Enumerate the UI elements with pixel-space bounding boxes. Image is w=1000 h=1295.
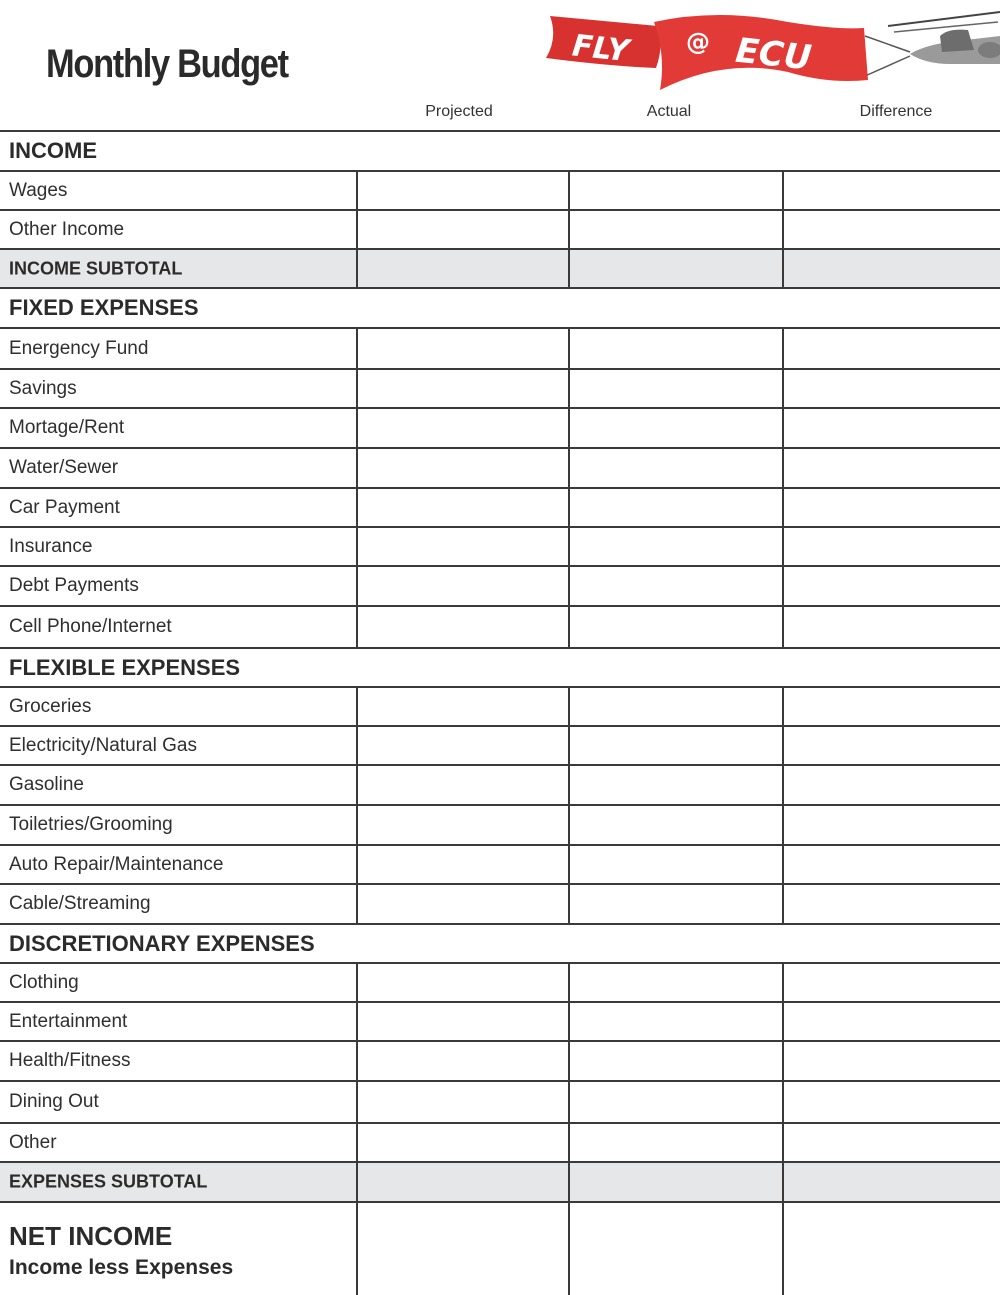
actual-cell[interactable] [568,567,784,605]
actual-cell[interactable] [568,1042,784,1080]
projected-cell[interactable] [356,449,570,487]
difference-cell[interactable] [782,1203,1000,1295]
difference-cell[interactable] [782,250,1000,287]
budget-row-water-sewer [0,447,1000,487]
row-label: Other Income [9,218,125,240]
actual-cell[interactable] [568,172,784,209]
actual-cell[interactable] [568,250,784,287]
budget-row-car-payment [0,487,1000,526]
row-label: Health/Fitness [9,1050,131,1071]
budget-row-groceries [0,686,1000,725]
row-label: Clothing [9,971,79,993]
projected-cell[interactable] [356,528,570,565]
net-income-subtitle: Income less Expenses [9,1256,234,1279]
row-label: Groceries [9,695,92,717]
projected-cell[interactable] [356,1203,570,1295]
projected-cell[interactable] [356,1124,570,1161]
row-label: Water/Sewer [9,457,119,478]
difference-cell[interactable] [782,1042,1000,1080]
actual-cell[interactable] [568,211,784,248]
difference-cell[interactable] [782,172,1000,209]
subtotal-row-income-subtotal [0,248,1000,287]
actual-cell[interactable] [568,766,784,804]
difference-cell[interactable] [782,1082,1000,1122]
budget-row-other [0,1122,1000,1161]
difference-cell[interactable] [782,1124,1000,1161]
row-label: Other [9,1131,57,1153]
budget-row-gasoline [0,764,1000,804]
section-title: DISCRETIONARY EXPENSES [9,930,315,956]
section-header-income [0,130,1000,170]
actual-cell[interactable] [568,1163,784,1201]
projected-cell[interactable] [356,607,570,647]
budget-row-energency-fund [0,327,1000,368]
row-label: Dining Out [9,1091,99,1112]
projected-cell[interactable] [356,211,570,248]
subtotal-row-expenses-subtotal [0,1161,1000,1201]
budget-row-electricity-natural-gas [0,725,1000,764]
projected-cell[interactable] [356,885,570,923]
difference-cell[interactable] [782,489,1000,526]
difference-cell[interactable] [782,846,1000,883]
actual-cell[interactable] [568,1203,784,1295]
budget-row-cell-phone-internet [0,605,1000,647]
projected-cell[interactable] [356,1003,570,1040]
actual-cell[interactable] [568,846,784,883]
net-income-row [0,1201,1000,1295]
row-label: Debt Payments [9,575,139,596]
budget-row-savings [0,368,1000,407]
difference-cell[interactable] [782,1163,1000,1201]
actual-cell[interactable] [568,409,784,447]
column-header-difference: Difference [859,103,933,120]
row-label: Mortage/Rent [9,417,125,438]
budget-row-auto-repair-maintenance [0,844,1000,883]
difference-cell[interactable] [782,1003,1000,1040]
actual-cell[interactable] [568,528,784,565]
section-header-discretionary-expenses [0,923,1000,962]
projected-cell[interactable] [356,806,570,844]
actual-cell[interactable] [568,1124,784,1161]
fly-ecu-banner-logo [538,6,1000,102]
budget-table [0,130,1000,1295]
row-label: Savings [9,377,77,399]
actual-cell[interactable] [568,885,784,923]
airplane-icon [888,12,1000,64]
row-label: Insurance [9,535,93,557]
section-header-fixed-expenses [0,287,1000,327]
row-label: Electricity/Natural Gas [9,734,197,756]
budget-row-debt-payments [0,565,1000,605]
difference-cell[interactable] [782,370,1000,407]
difference-cell[interactable] [782,964,1000,1001]
projected-cell[interactable] [356,329,570,368]
projected-cell[interactable] [356,846,570,883]
projected-cell[interactable] [356,766,570,804]
row-label: Cable/Streaming [9,893,151,914]
projected-cell[interactable] [356,250,570,287]
row-label: Entertainment [9,1010,128,1032]
budget-row-other-income [0,209,1000,248]
page-title: Monthly Budget [46,42,288,86]
row-label: Wages [9,179,68,201]
actual-cell[interactable] [568,489,784,526]
difference-cell[interactable] [782,806,1000,844]
difference-cell[interactable] [782,766,1000,804]
budget-row-health-fitness [0,1040,1000,1080]
projected-cell[interactable] [356,489,570,526]
actual-cell[interactable] [568,688,784,725]
difference-cell[interactable] [782,688,1000,725]
row-label: Cell Phone/Internet [9,616,172,637]
budget-row-dining-out [0,1080,1000,1122]
difference-cell[interactable] [782,727,1000,764]
projected-cell[interactable] [356,409,570,447]
projected-cell[interactable] [356,727,570,764]
net-income-label [9,1221,233,1280]
actual-cell[interactable] [568,1003,784,1040]
budget-row-wages [0,170,1000,209]
difference-cell[interactable] [782,211,1000,248]
difference-cell[interactable] [782,567,1000,605]
actual-cell[interactable] [568,806,784,844]
column-header-projected: Projected [425,103,493,120]
budget-row-cable-streaming [0,883,1000,923]
actual-cell[interactable] [568,727,784,764]
net-income-title: NET INCOME [9,1221,173,1251]
column-header-actual: Actual [646,103,692,120]
actual-cell[interactable] [568,964,784,1001]
row-label: Auto Repair/Maintenance [9,853,224,875]
projected-cell[interactable] [356,1042,570,1080]
section-title: FLEXIBLE EXPENSES [9,654,241,680]
section-title: FIXED EXPENSES [9,295,199,320]
budget-row-mortage-rent [0,407,1000,447]
difference-cell[interactable] [782,449,1000,487]
row-label: EXPENSES SUBTOTAL [9,1171,208,1192]
actual-cell[interactable] [568,1082,784,1122]
budget-row-entertainment [0,1001,1000,1040]
budget-row-toiletries-grooming [0,804,1000,844]
difference-cell[interactable] [782,528,1000,565]
row-label: Toiletries/Grooming [9,814,173,835]
row-label: Car Payment [9,496,120,518]
actual-cell[interactable] [568,329,784,368]
svg-text:FLY: FLY [570,28,631,70]
actual-cell[interactable] [568,449,784,487]
projected-cell[interactable] [356,1082,570,1122]
difference-cell[interactable] [782,409,1000,447]
actual-cell[interactable] [568,607,784,647]
section-title: INCOME [9,138,97,163]
difference-cell[interactable] [782,607,1000,647]
budget-row-clothing [0,962,1000,1001]
svg-text:ECU: ECU [733,30,814,79]
projected-cell[interactable] [356,688,570,725]
budget-row-insurance [0,526,1000,565]
projected-cell[interactable] [356,370,570,407]
projected-cell[interactable] [356,1163,570,1201]
svg-text:@: @ [686,28,710,56]
row-label: INCOME SUBTOTAL [9,258,183,278]
actual-cell[interactable] [568,370,784,407]
row-label: Energency Fund [9,337,149,359]
projected-cell[interactable] [356,172,570,209]
section-header-flexible-expenses [0,647,1000,686]
difference-cell[interactable] [782,329,1000,368]
difference-cell[interactable] [782,885,1000,923]
projected-cell[interactable] [356,964,570,1001]
projected-cell[interactable] [356,567,570,605]
row-label: Gasoline [9,774,84,795]
